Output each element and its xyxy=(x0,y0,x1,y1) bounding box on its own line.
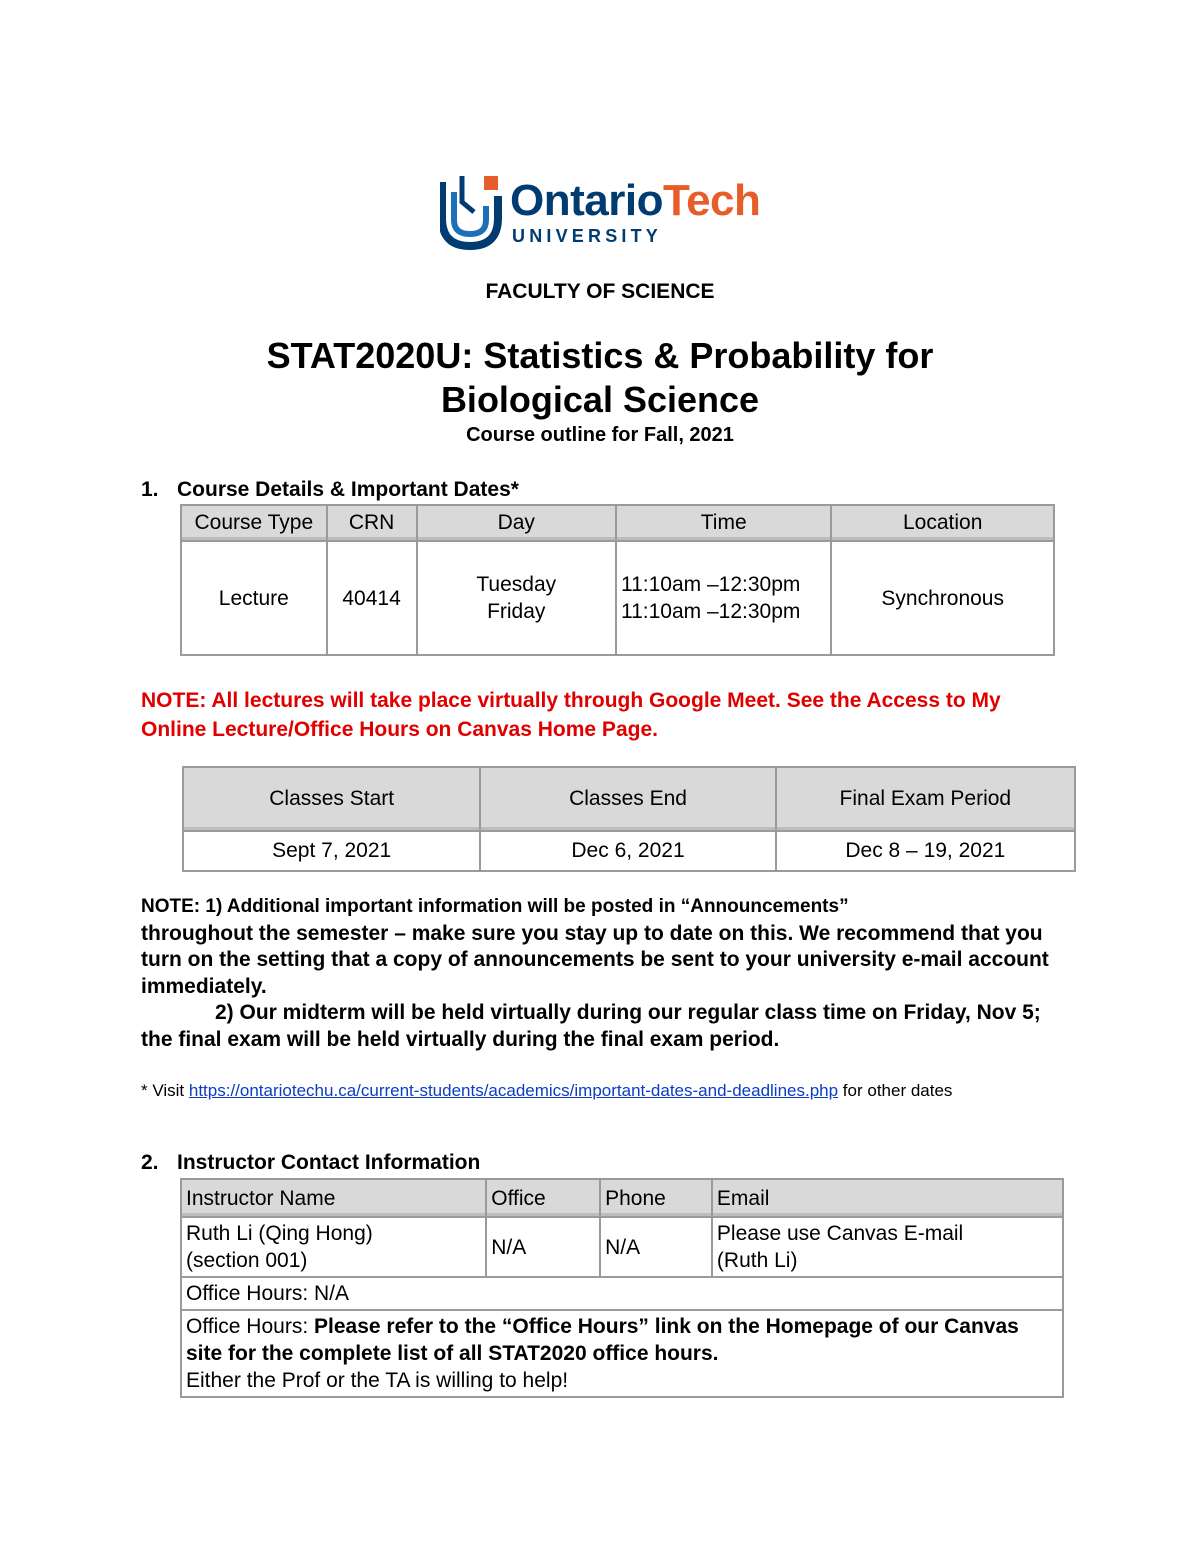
office-hours-cell xyxy=(181,1277,1063,1310)
course-subtitle: Course outline for Fall, 2021 xyxy=(466,424,734,446)
section2-heading xyxy=(141,1151,480,1175)
email-line1: Please use Canvas E-mail xyxy=(716,1222,964,1245)
instructor-name: Ruth Li (Qing Hong) xyxy=(186,1222,373,1245)
table-row xyxy=(181,541,1054,655)
cell-office: N/A xyxy=(486,1217,600,1277)
course-details-table xyxy=(180,504,1055,656)
instructor-table xyxy=(180,1178,1064,1398)
logo-word-ontario: Ontario xyxy=(510,176,663,225)
virtual-lecture-note: NOTE: All lectures will take place virtually through Google Meet. See the Access to My Online Lecture/Office Hours on Canvas Home Page. xyxy=(141,689,1001,741)
cell-crn: 40414 xyxy=(327,541,417,655)
logo-word-tech: Tech xyxy=(662,176,761,225)
cell-course-type: Lecture xyxy=(181,541,327,655)
table-row xyxy=(181,1277,1063,1310)
course-title-line1: STAT2020U: Statistics & Probability for xyxy=(266,335,934,376)
visit-prefix: * Visit xyxy=(141,1081,189,1100)
col-crn: CRN xyxy=(327,505,417,541)
table-row xyxy=(183,831,1075,871)
cell-time xyxy=(616,541,831,655)
instructor-section: (section 001) xyxy=(186,1249,308,1272)
table-header-row xyxy=(181,505,1054,541)
cell-classes-end: Dec 6, 2021 xyxy=(480,831,775,871)
office-hours2-bold: Please refer to the “Office Hours” link on the Homepage of our Canvas site for the complete list of all STAT2020 office hours. xyxy=(186,1315,1019,1365)
cell-day xyxy=(417,541,616,655)
cell-email xyxy=(712,1217,1063,1277)
col-location: Location xyxy=(831,505,1054,541)
col-time: Time xyxy=(616,505,831,541)
cell-phone: N/A xyxy=(600,1217,712,1277)
col-classes-start: Classes Start xyxy=(183,767,480,831)
time-2: 11:10am –12:30pm xyxy=(620,600,801,623)
office-hours-label: Office Hours: xyxy=(186,1282,314,1305)
section1-number: 1. xyxy=(141,478,159,501)
table-row xyxy=(181,1310,1063,1397)
col-classes-end: Classes End xyxy=(480,767,775,831)
table-header-row xyxy=(181,1179,1063,1217)
email-line2: (Ruth Li) xyxy=(716,1249,798,1272)
note-part3: 2) Our midterm will be held virtually during our regular class time on Friday, Nov 5; the final exam will be held virtually during the final exam period. xyxy=(141,1001,1041,1051)
col-office: Office xyxy=(486,1179,600,1217)
logo-university: UNIVERSITY xyxy=(512,226,663,246)
section2-title: Instructor Contact Information xyxy=(177,1151,481,1174)
cell-final-exam: Dec 8 – 19, 2021 xyxy=(776,831,1075,871)
cell-location: Synchronous xyxy=(831,541,1054,655)
col-day: Day xyxy=(417,505,616,541)
office-hours-value: N/A xyxy=(314,1282,350,1305)
course-title xyxy=(0,334,1200,422)
dates-link-note xyxy=(141,1080,1061,1102)
important-dates-table xyxy=(182,766,1076,872)
table-header-row xyxy=(183,767,1075,831)
faculty-heading: FACULTY OF SCIENCE xyxy=(485,280,715,303)
note-part2: throughout the semester – make sure you stay up to date on this. We recommend that you turn on the setting that a copy of announcements be sent to your university e-mail account immediately. xyxy=(141,921,1049,998)
cell-instructor-name xyxy=(181,1217,486,1277)
section1-title: Course Details & Important Dates* xyxy=(177,478,519,501)
col-final-exam: Final Exam Period xyxy=(776,767,1075,831)
section1-heading xyxy=(141,478,519,502)
office-hours2-tail: Either the Prof or the TA is willing to help! xyxy=(186,1369,569,1392)
cell-classes-start: Sept 7, 2021 xyxy=(183,831,480,871)
announcements-note xyxy=(141,894,1071,1053)
col-instructor-name: Instructor Name xyxy=(181,1179,486,1217)
visit-suffix: for other dates xyxy=(838,1081,953,1100)
note-part1: NOTE: 1) Additional important information will be posted in “Announcements” xyxy=(141,896,849,917)
office-hours2-label: Office Hours: xyxy=(186,1315,314,1338)
day-1: Tuesday xyxy=(476,573,557,596)
office-hours-info-cell xyxy=(181,1310,1063,1397)
section2-number: 2. xyxy=(141,1151,159,1174)
col-email: Email xyxy=(712,1179,1063,1217)
col-phone: Phone xyxy=(600,1179,712,1217)
logo-wordmark xyxy=(510,176,760,226)
day-2: Friday xyxy=(487,600,546,623)
course-title-line2: Biological Science xyxy=(440,379,760,420)
table-row xyxy=(181,1217,1063,1277)
time-1: 11:10am –12:30pm xyxy=(620,573,801,596)
col-course-type: Course Type xyxy=(181,505,327,541)
important-dates-link[interactable]: https://ontariotechu.ca/current-students/academics/important-dates-and-deadlines.php xyxy=(188,1081,839,1100)
